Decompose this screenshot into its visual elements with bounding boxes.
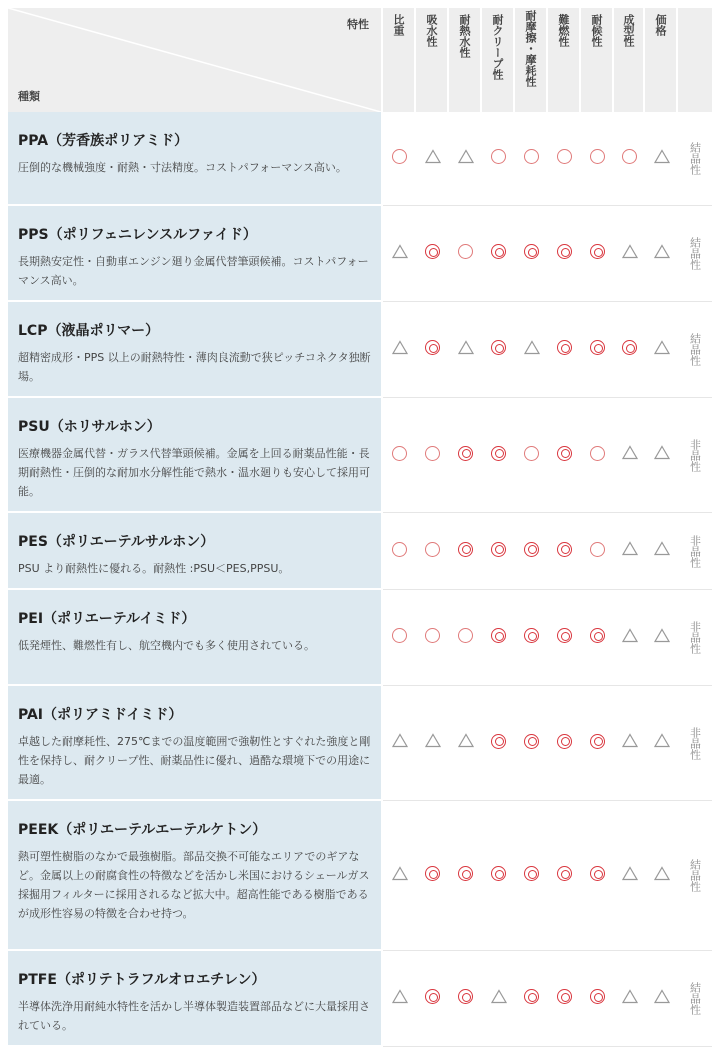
rating-cell [645, 801, 678, 951]
double-circle-icon [425, 340, 440, 355]
rating-cell [482, 590, 515, 686]
column-header-label: 吸水性 [425, 14, 438, 47]
circle-icon [557, 149, 572, 164]
column-header [581, 8, 614, 112]
double-circle-icon [524, 244, 539, 259]
rating-cell [482, 112, 515, 206]
double-circle-icon [524, 734, 539, 749]
table-row [8, 206, 712, 302]
rating-cell [645, 951, 678, 1047]
triangle-icon [458, 149, 474, 165]
rating-cell [548, 206, 581, 302]
triangle-icon [392, 989, 408, 1005]
triangle-icon [654, 989, 670, 1005]
rating-cell [416, 206, 449, 302]
rating-cell [383, 112, 416, 206]
rating-cell [515, 590, 548, 686]
rating-cell [449, 302, 482, 398]
column-header-blank [678, 8, 712, 112]
material-cell [8, 398, 383, 513]
rating-cell [515, 398, 548, 513]
rating-cell [614, 590, 645, 686]
rating-cell [449, 206, 482, 302]
table-row [8, 302, 712, 398]
crystallinity-label: 非晶性 [688, 621, 702, 654]
material-name: PAI（ポリアミドイミド） [18, 707, 183, 723]
crystallinity-label: 結晶性 [688, 237, 702, 270]
rating-cell [614, 801, 645, 951]
rating-cell [383, 513, 416, 590]
triangle-icon [392, 866, 408, 882]
rating-cell [581, 112, 614, 206]
double-circle-icon [557, 866, 572, 881]
crystallinity-cell [678, 398, 712, 513]
double-circle-icon [557, 340, 572, 355]
double-circle-icon [590, 628, 605, 643]
rating-cell [548, 801, 581, 951]
rating-cell [614, 513, 645, 590]
table-row [8, 513, 712, 590]
circle-icon [524, 149, 539, 164]
triangle-icon [392, 733, 408, 749]
rating-cell [614, 206, 645, 302]
double-circle-icon [425, 244, 440, 259]
double-circle-icon [491, 542, 506, 557]
triangle-icon [622, 244, 638, 260]
table-row [8, 686, 712, 801]
circle-icon [425, 542, 440, 557]
double-circle-icon [524, 542, 539, 557]
rating-cell [383, 398, 416, 513]
rating-cell [548, 513, 581, 590]
double-circle-icon [557, 628, 572, 643]
material-cell [8, 112, 383, 206]
material-description: PSU より耐熱性に優れる。耐熱性 :PSU＜PES,PPSU。 [18, 562, 290, 575]
circle-icon [590, 542, 605, 557]
rating-cell [416, 513, 449, 590]
column-header [383, 8, 416, 112]
rating-cell [645, 686, 678, 801]
material-description: 医療機器金属代替・ガラス代替筆頭候補。金属を上回る耐薬品性能・長期耐熱性・圧倒的な耐加水分解性能で熱水・温水廻りも安心して採用可能。 [18, 447, 370, 498]
crystallinity-cell [678, 801, 712, 951]
material-name: PPS（ポリフェニレンスルファイド） [18, 227, 257, 243]
double-circle-icon [590, 734, 605, 749]
material-cell [8, 513, 383, 590]
crystallinity-label: 結晶性 [688, 333, 702, 366]
double-circle-icon [622, 340, 637, 355]
column-header-label: 成型性 [622, 14, 635, 47]
rating-cell [482, 398, 515, 513]
circle-icon [392, 542, 407, 557]
column-header-label: 比重 [392, 14, 405, 36]
column-header-label: 耐クリープ性 [491, 14, 504, 80]
column-header [515, 8, 548, 112]
rating-cell [515, 302, 548, 398]
double-circle-icon [590, 866, 605, 881]
material-cell [8, 951, 383, 1047]
circle-icon [590, 149, 605, 164]
rating-cell [449, 112, 482, 206]
column-header-label: 難燃性 [557, 14, 570, 47]
material-name: PSU（ホリサルホン） [18, 419, 161, 435]
circle-icon [425, 446, 440, 461]
header-diagonal-cell [8, 8, 383, 112]
triangle-icon [654, 445, 670, 461]
material-name: LCP（液晶ポリマー） [18, 323, 160, 339]
rating-cell [581, 302, 614, 398]
rating-cell [416, 112, 449, 206]
rating-cell [383, 801, 416, 951]
rating-cell [645, 206, 678, 302]
material-description: 圧倒的な機械強度・耐熱・寸法精度。コストパフォーマンス高い。 [18, 161, 347, 174]
rating-cell [614, 112, 645, 206]
rating-cell [416, 398, 449, 513]
table-row [8, 398, 712, 513]
rating-cell [482, 302, 515, 398]
triangle-icon [622, 733, 638, 749]
rating-cell [515, 686, 548, 801]
triangle-icon [654, 628, 670, 644]
header-row [8, 8, 712, 112]
crystallinity-label: 結晶性 [688, 142, 702, 175]
circle-icon [458, 628, 473, 643]
triangle-icon [524, 340, 540, 356]
rating-cell [614, 686, 645, 801]
rating-cell [383, 302, 416, 398]
column-header-label: 価格 [654, 14, 667, 36]
rating-cell [449, 686, 482, 801]
rating-cell [515, 951, 548, 1047]
rating-cell [645, 302, 678, 398]
column-header [614, 8, 645, 112]
rating-cell [482, 513, 515, 590]
material-description: 熱可塑性樹脂のなかで最強樹脂。部品交換不可能なエリアでのギアなど。金属以上の耐腐食性の特徴などを活かし米国におけるシェールガス採掘用フィルターに採用されるなど拡大中。超高性能である樹脂であるが成形性容易の特徴を合わせ持つ。 [18, 850, 370, 920]
rating-cell [548, 686, 581, 801]
column-header [449, 8, 482, 112]
crystallinity-cell [678, 590, 712, 686]
double-circle-icon [524, 628, 539, 643]
triangle-icon [622, 541, 638, 557]
rating-cell [416, 590, 449, 686]
rating-cell [645, 513, 678, 590]
material-name: PPA（芳香族ポリアミド） [18, 133, 189, 149]
column-header [482, 8, 515, 112]
column-header-label: 耐摩擦・摩耗性 [524, 10, 537, 87]
rating-cell [581, 398, 614, 513]
double-circle-icon [557, 989, 572, 1004]
column-header-label: 耐熱水性 [458, 14, 471, 58]
rating-cell [416, 302, 449, 398]
crystallinity-label: 結晶性 [688, 859, 702, 892]
rating-cell [515, 112, 548, 206]
triangle-icon [654, 149, 670, 165]
rating-cell [482, 206, 515, 302]
rating-cell [581, 206, 614, 302]
column-header [416, 8, 449, 112]
rating-cell [614, 951, 645, 1047]
rating-cell [449, 398, 482, 513]
rating-cell [383, 206, 416, 302]
rating-cell [449, 951, 482, 1047]
crystallinity-cell [678, 513, 712, 590]
double-circle-icon [458, 989, 473, 1004]
kind-header-label: 種類 [18, 90, 40, 103]
rating-cell [548, 112, 581, 206]
column-header [548, 8, 581, 112]
rating-cell [645, 112, 678, 206]
rating-cell [581, 513, 614, 590]
circle-icon [622, 149, 637, 164]
triangle-icon [622, 866, 638, 882]
double-circle-icon [491, 340, 506, 355]
double-circle-icon [491, 244, 506, 259]
triangle-icon [425, 149, 441, 165]
double-circle-icon [458, 542, 473, 557]
rating-cell [614, 302, 645, 398]
diagonal-line [8, 8, 381, 112]
material-description: 長期熱安定性・自動車エンジン廻り金属代替筆頭候補。コストパフォーマンス高い。 [18, 255, 369, 287]
double-circle-icon [524, 989, 539, 1004]
triangle-icon [425, 733, 441, 749]
table-row [8, 112, 712, 206]
table-row [8, 801, 712, 951]
rating-cell [515, 801, 548, 951]
rating-cell [383, 951, 416, 1047]
rating-cell [548, 590, 581, 686]
double-circle-icon [557, 734, 572, 749]
rating-cell [449, 801, 482, 951]
double-circle-icon [491, 628, 506, 643]
crystallinity-label: 結晶性 [688, 982, 702, 1015]
double-circle-icon [524, 866, 539, 881]
double-circle-icon [590, 989, 605, 1004]
circle-icon [425, 628, 440, 643]
rating-cell [581, 590, 614, 686]
crystallinity-cell [678, 302, 712, 398]
double-circle-icon [590, 244, 605, 259]
rating-cell [449, 513, 482, 590]
properties-table [8, 8, 712, 1047]
triangle-icon [654, 866, 670, 882]
double-circle-icon [491, 734, 506, 749]
material-cell [8, 686, 383, 801]
material-description: 半導体洗浄用耐純水特性を活かし半導体製造装置部品などに大量採用されている。 [18, 1000, 370, 1032]
circle-icon [590, 446, 605, 461]
triangle-icon [622, 628, 638, 644]
rating-cell [645, 590, 678, 686]
rating-cell [515, 513, 548, 590]
triangle-icon [458, 340, 474, 356]
triangle-icon [654, 733, 670, 749]
crystallinity-label: 非晶性 [688, 438, 702, 472]
triangle-icon [622, 445, 638, 461]
material-cell [8, 206, 383, 302]
rating-cell [548, 302, 581, 398]
double-circle-icon [557, 244, 572, 259]
circle-icon [491, 149, 506, 164]
material-name: PEEK（ポリエーテルエーテルケトン） [18, 822, 267, 838]
double-circle-icon [491, 866, 506, 881]
table-row [8, 590, 712, 686]
circle-icon [458, 244, 473, 259]
column-header [645, 8, 678, 112]
material-description: 低発煙性、難燃性有し、航空機内でも多く使用されている。 [18, 639, 315, 652]
table-body [8, 112, 712, 1047]
rating-cell [548, 951, 581, 1047]
circle-icon [392, 628, 407, 643]
double-circle-icon [590, 340, 605, 355]
triangle-icon [654, 541, 670, 557]
double-circle-icon [557, 446, 572, 461]
rating-cell [548, 398, 581, 513]
material-name: PEI（ポリエーテルイミド） [18, 611, 196, 627]
material-name: PES（ポリエーテルサルホン） [18, 534, 215, 550]
triangle-icon [622, 989, 638, 1005]
property-header-label: 特性 [347, 18, 369, 31]
rating-cell [482, 686, 515, 801]
triangle-icon [392, 340, 408, 356]
crystallinity-cell [678, 686, 712, 801]
material-cell [8, 801, 383, 951]
double-circle-icon [458, 866, 473, 881]
double-circle-icon [557, 542, 572, 557]
rating-cell [416, 951, 449, 1047]
rating-cell [416, 801, 449, 951]
double-circle-icon [458, 446, 473, 461]
rating-cell [449, 590, 482, 686]
material-cell [8, 302, 383, 398]
triangle-icon [392, 244, 408, 260]
rating-cell [482, 951, 515, 1047]
rating-cell [581, 801, 614, 951]
double-circle-icon [425, 989, 440, 1004]
column-header-label: 耐候性 [590, 14, 603, 47]
crystallinity-label: 非晶性 [688, 534, 702, 568]
rating-cell [482, 801, 515, 951]
material-cell [8, 590, 383, 686]
crystallinity-cell [678, 206, 712, 302]
circle-icon [524, 446, 539, 461]
crystallinity-cell [678, 112, 712, 206]
rating-cell [581, 951, 614, 1047]
rating-cell [416, 686, 449, 801]
rating-cell [383, 686, 416, 801]
double-circle-icon [491, 446, 506, 461]
circle-icon [392, 446, 407, 461]
rating-cell [383, 590, 416, 686]
material-description: 超精密成形・PPS 以上の耐熱特性・薄肉良流動で狭ピッチコネクタ独断場。 [18, 351, 371, 383]
rating-cell [581, 686, 614, 801]
crystallinity-label: 非晶性 [688, 726, 702, 760]
circle-icon [392, 149, 407, 164]
triangle-icon [654, 340, 670, 356]
crystallinity-cell [678, 951, 712, 1047]
rating-cell [645, 398, 678, 513]
rating-cell [515, 206, 548, 302]
triangle-icon [458, 733, 474, 749]
material-name: PTFE（ポリテトラフルオロエチレン） [18, 972, 266, 988]
table-row [8, 951, 712, 1047]
material-description: 卓越した耐摩耗性、275℃までの温度範囲で強靭性とすぐれた強度と剛性を保持し、耐クリープ性、耐薬品性に優れ、過酷な環境下での用途に最適。 [18, 735, 371, 786]
double-circle-icon [425, 866, 440, 881]
triangle-icon [491, 989, 507, 1005]
rating-cell [614, 398, 645, 513]
triangle-icon [654, 244, 670, 260]
